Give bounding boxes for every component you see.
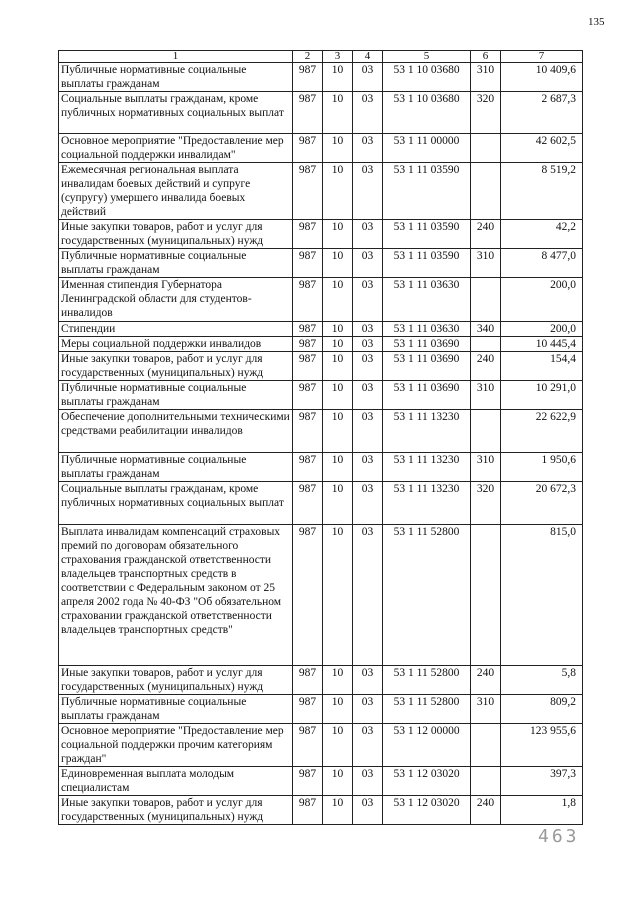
row-sum: 10 409,6 bbox=[501, 63, 583, 92]
row-name: Иные закупки товаров, работ и услуг для государственных (муниципальных) нужд bbox=[59, 666, 293, 695]
row-ved: 987 bbox=[293, 767, 323, 796]
row-ved: 987 bbox=[293, 695, 323, 724]
row-csr: 53 1 11 52800 bbox=[383, 695, 471, 724]
row-ved: 987 bbox=[293, 525, 323, 666]
row-csr: 53 1 11 52800 bbox=[383, 525, 471, 666]
row-sum: 10 291,0 bbox=[501, 381, 583, 410]
row-vr: 310 bbox=[471, 63, 501, 92]
row-name: Основное мероприятие "Предоставление мер социальной поддержки инвалидам" bbox=[59, 134, 293, 163]
row-pr: 03 bbox=[353, 249, 383, 278]
col-header-3: 3 bbox=[323, 51, 353, 63]
row-rz: 10 bbox=[323, 381, 353, 410]
row-rz: 10 bbox=[323, 796, 353, 825]
row-rz: 10 bbox=[323, 352, 353, 381]
table-body bbox=[59, 63, 583, 825]
row-rz: 10 bbox=[323, 134, 353, 163]
row-pr: 03 bbox=[353, 163, 383, 220]
col-header-6: 6 bbox=[471, 51, 501, 63]
row-vr: 310 bbox=[471, 381, 501, 410]
row-pr: 03 bbox=[353, 525, 383, 666]
row-vr bbox=[471, 278, 501, 322]
row-vr: 320 bbox=[471, 92, 501, 134]
row-pr: 03 bbox=[353, 63, 383, 92]
row-name: Ежемесячная региональная выплата инвалидам боевых действий и супруге (супругу) умершего инвалида боевых действий bbox=[59, 163, 293, 220]
table-row bbox=[59, 163, 583, 220]
row-name: Публичные нормативные социальные выплаты гражданам bbox=[59, 695, 293, 724]
row-sum: 397,3 bbox=[501, 767, 583, 796]
table-row bbox=[59, 724, 583, 767]
table-row bbox=[59, 134, 583, 163]
row-csr: 53 1 11 03690 bbox=[383, 337, 471, 352]
row-sum: 10 445,4 bbox=[501, 337, 583, 352]
row-name: Иные закупки товаров, работ и услуг для государственных (муниципальных) нужд bbox=[59, 796, 293, 825]
row-csr: 53 1 11 03690 bbox=[383, 381, 471, 410]
row-vr: 310 bbox=[471, 249, 501, 278]
row-ved: 987 bbox=[293, 724, 323, 767]
row-sum: 1 950,6 bbox=[501, 453, 583, 482]
col-header-4: 4 bbox=[353, 51, 383, 63]
row-rz: 10 bbox=[323, 410, 353, 453]
row-vr: 320 bbox=[471, 482, 501, 525]
table-row bbox=[59, 482, 583, 525]
row-rz: 10 bbox=[323, 482, 353, 525]
row-name: Выплата инвалидам компенсаций страховых премий по договорам обязательного страхования гражданской ответственности владельцев транспортных средств в соответствии с Федеральным законом от 25 апреля 2002 года № 40-ФЗ "Об обязательном страховании гражданской ответственности владельцев транспортных средств" bbox=[59, 525, 293, 666]
row-rz: 10 bbox=[323, 695, 353, 724]
row-name: Единовременная выплата молодым специалистам bbox=[59, 767, 293, 796]
row-rz: 10 bbox=[323, 220, 353, 249]
row-csr: 53 1 11 13230 bbox=[383, 453, 471, 482]
table-row bbox=[59, 695, 583, 724]
row-vr bbox=[471, 163, 501, 220]
row-ved: 987 bbox=[293, 381, 323, 410]
row-vr bbox=[471, 410, 501, 453]
row-vr: 340 bbox=[471, 322, 501, 337]
row-name: Основное мероприятие "Предоставление мер социальной поддержки прочим категориям граждан" bbox=[59, 724, 293, 767]
table-row bbox=[59, 525, 583, 666]
row-pr: 03 bbox=[353, 134, 383, 163]
row-rz: 10 bbox=[323, 249, 353, 278]
row-rz: 10 bbox=[323, 525, 353, 666]
row-vr bbox=[471, 525, 501, 666]
row-csr: 53 1 11 13230 bbox=[383, 482, 471, 525]
row-ved: 987 bbox=[293, 63, 323, 92]
row-ved: 987 bbox=[293, 322, 323, 337]
row-csr: 53 1 11 03690 bbox=[383, 352, 471, 381]
table-row bbox=[59, 337, 583, 352]
row-rz: 10 bbox=[323, 92, 353, 134]
table-header bbox=[59, 51, 583, 63]
row-rz: 10 bbox=[323, 337, 353, 352]
row-ved: 987 bbox=[293, 92, 323, 134]
row-pr: 03 bbox=[353, 767, 383, 796]
row-ved: 987 bbox=[293, 249, 323, 278]
row-ved: 987 bbox=[293, 134, 323, 163]
row-pr: 03 bbox=[353, 278, 383, 322]
row-ved: 987 bbox=[293, 796, 323, 825]
row-csr: 53 1 11 03630 bbox=[383, 322, 471, 337]
row-ved: 987 bbox=[293, 278, 323, 322]
row-pr: 03 bbox=[353, 482, 383, 525]
row-sum: 200,0 bbox=[501, 322, 583, 337]
row-rz: 10 bbox=[323, 453, 353, 482]
col-header-5: 5 bbox=[383, 51, 471, 63]
row-rz: 10 bbox=[323, 322, 353, 337]
row-name: Именная стипендия Губернатора Ленинградской области для студентов-инвалидов bbox=[59, 278, 293, 322]
row-ved: 987 bbox=[293, 666, 323, 695]
row-pr: 03 bbox=[353, 337, 383, 352]
table-row bbox=[59, 352, 583, 381]
row-sum: 815,0 bbox=[501, 525, 583, 666]
row-csr: 53 1 11 03630 bbox=[383, 278, 471, 322]
table-row bbox=[59, 410, 583, 453]
row-pr: 03 bbox=[353, 92, 383, 134]
row-ved: 987 bbox=[293, 163, 323, 220]
row-csr: 53 1 11 52800 bbox=[383, 666, 471, 695]
table-row bbox=[59, 322, 583, 337]
row-vr bbox=[471, 337, 501, 352]
row-sum: 8 477,0 bbox=[501, 249, 583, 278]
row-vr bbox=[471, 134, 501, 163]
row-name: Иные закупки товаров, работ и услуг для государственных (муниципальных) нужд bbox=[59, 352, 293, 381]
row-sum: 42 602,5 bbox=[501, 134, 583, 163]
row-sum: 200,0 bbox=[501, 278, 583, 322]
row-name: Публичные нормативные социальные выплаты гражданам bbox=[59, 63, 293, 92]
row-ved: 987 bbox=[293, 482, 323, 525]
row-csr: 53 1 10 03680 bbox=[383, 92, 471, 134]
row-name: Публичные нормативные социальные выплаты гражданам bbox=[59, 453, 293, 482]
row-rz: 10 bbox=[323, 278, 353, 322]
row-ved: 987 bbox=[293, 352, 323, 381]
row-name: Иные закупки товаров, работ и услуг для государственных (муниципальных) нужд bbox=[59, 220, 293, 249]
row-pr: 03 bbox=[353, 796, 383, 825]
row-name: Публичные нормативные социальные выплаты гражданам bbox=[59, 249, 293, 278]
row-name: Публичные нормативные социальные выплаты гражданам bbox=[59, 381, 293, 410]
table-row bbox=[59, 796, 583, 825]
row-ved: 987 bbox=[293, 453, 323, 482]
row-sum: 809,2 bbox=[501, 695, 583, 724]
budget-table bbox=[58, 50, 583, 825]
row-name: Обеспечение дополнительными техническими средствами реабилитации инвалидов bbox=[59, 410, 293, 453]
row-vr: 310 bbox=[471, 453, 501, 482]
table-row bbox=[59, 92, 583, 134]
row-vr: 310 bbox=[471, 695, 501, 724]
row-csr: 53 1 12 03020 bbox=[383, 796, 471, 825]
row-sum: 2 687,3 bbox=[501, 92, 583, 134]
row-pr: 03 bbox=[353, 695, 383, 724]
row-pr: 03 bbox=[353, 352, 383, 381]
table-row bbox=[59, 63, 583, 92]
row-rz: 10 bbox=[323, 724, 353, 767]
row-sum: 42,2 bbox=[501, 220, 583, 249]
page-stamp: 463 bbox=[538, 826, 580, 847]
row-csr: 53 1 12 00000 bbox=[383, 724, 471, 767]
row-pr: 03 bbox=[353, 220, 383, 249]
table-row bbox=[59, 666, 583, 695]
page-number: 135 bbox=[588, 16, 605, 28]
table-row bbox=[59, 278, 583, 322]
row-pr: 03 bbox=[353, 666, 383, 695]
row-name: Социальные выплаты гражданам, кроме публичных нормативных социальных выплат bbox=[59, 482, 293, 525]
row-sum: 123 955,6 bbox=[501, 724, 583, 767]
table-row bbox=[59, 249, 583, 278]
row-rz: 10 bbox=[323, 666, 353, 695]
row-rz: 10 bbox=[323, 63, 353, 92]
row-ved: 987 bbox=[293, 220, 323, 249]
row-csr: 53 1 11 00000 bbox=[383, 134, 471, 163]
row-csr: 53 1 11 03590 bbox=[383, 249, 471, 278]
table-row bbox=[59, 767, 583, 796]
row-csr: 53 1 11 03590 bbox=[383, 163, 471, 220]
col-header-1: 1 bbox=[59, 51, 293, 63]
col-header-7: 7 bbox=[501, 51, 583, 63]
row-sum: 8 519,2 bbox=[501, 163, 583, 220]
row-sum: 20 672,3 bbox=[501, 482, 583, 525]
row-name: Стипендии bbox=[59, 322, 293, 337]
row-pr: 03 bbox=[353, 410, 383, 453]
row-pr: 03 bbox=[353, 381, 383, 410]
row-pr: 03 bbox=[353, 724, 383, 767]
row-pr: 03 bbox=[353, 453, 383, 482]
row-sum: 154,4 bbox=[501, 352, 583, 381]
row-vr bbox=[471, 724, 501, 767]
row-ved: 987 bbox=[293, 337, 323, 352]
row-vr: 240 bbox=[471, 666, 501, 695]
row-rz: 10 bbox=[323, 163, 353, 220]
row-csr: 53 1 12 03020 bbox=[383, 767, 471, 796]
row-csr: 53 1 11 13230 bbox=[383, 410, 471, 453]
row-vr: 240 bbox=[471, 220, 501, 249]
row-pr: 03 bbox=[353, 322, 383, 337]
row-sum: 1,8 bbox=[501, 796, 583, 825]
row-csr: 53 1 10 03680 bbox=[383, 63, 471, 92]
row-name: Меры социальной поддержки инвалидов bbox=[59, 337, 293, 352]
table-row bbox=[59, 381, 583, 410]
row-sum: 22 622,9 bbox=[501, 410, 583, 453]
col-header-2: 2 bbox=[293, 51, 323, 63]
table-row bbox=[59, 453, 583, 482]
row-vr: 240 bbox=[471, 796, 501, 825]
row-rz: 10 bbox=[323, 767, 353, 796]
table-row bbox=[59, 220, 583, 249]
row-vr: 240 bbox=[471, 352, 501, 381]
row-vr bbox=[471, 767, 501, 796]
row-ved: 987 bbox=[293, 410, 323, 453]
row-csr: 53 1 11 03590 bbox=[383, 220, 471, 249]
row-sum: 5,8 bbox=[501, 666, 583, 695]
row-name: Социальные выплаты гражданам, кроме публичных нормативных социальных выплат bbox=[59, 92, 293, 134]
